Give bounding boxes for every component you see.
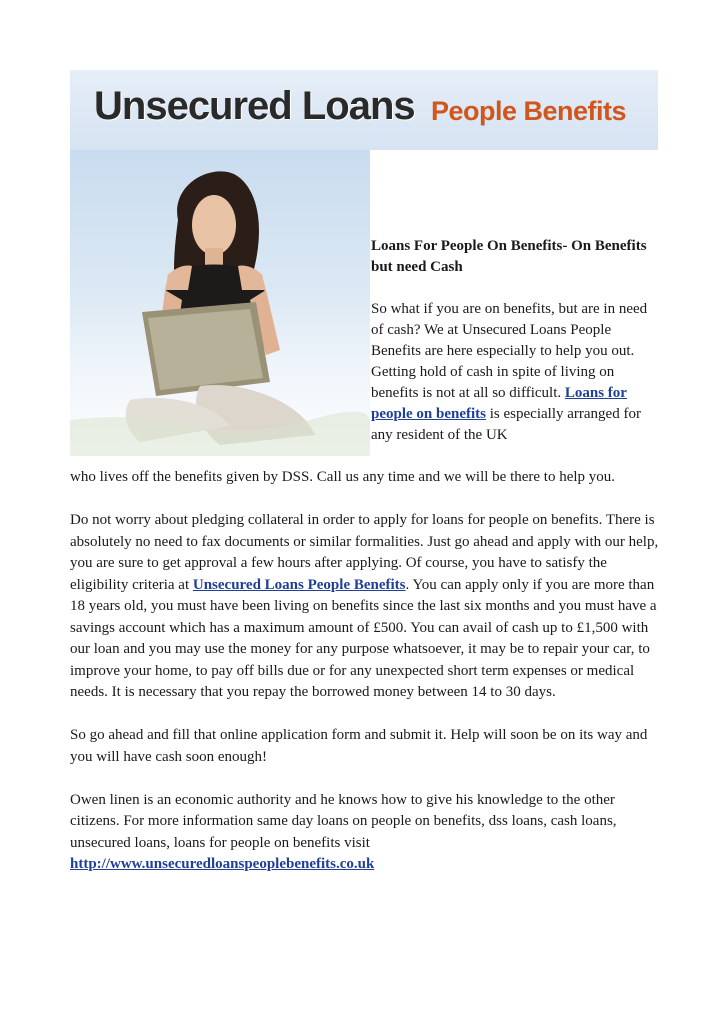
woman-with-laptop-photo xyxy=(70,150,370,456)
intro-text: So what if you are on benefits, but are in need of cash? We at Unsecured Loans People Benefits are here especially to help you out. Getting hold of cash in spite of living on benefits is not at all so difficult. xyxy=(371,301,648,401)
paragraph-apply: So go ahead and fill that online application form and submit it. Help will soon be on its way and you will have cash soon enough! xyxy=(70,727,648,765)
banner-title: Unsecured Loans xyxy=(94,84,415,128)
intro-column xyxy=(371,236,663,446)
intro-continuation: who lives off the benefits given by DSS. Call us any time and we will be there to help you. xyxy=(70,469,616,485)
intro-text-end: is especially arranged for any resident of the UK xyxy=(371,406,641,443)
article-heading: Loans For People On Benefits- On Benefits but need Cash xyxy=(371,238,647,275)
intro-paragraph xyxy=(371,299,663,446)
website-url-link[interactable]: http://www.unsecuredloanspeoplebenefits.co.uk xyxy=(70,856,375,872)
author-text: Owen linen is an economic authority and he knows how to give his knowledge to the other citizens. For more information same day loans on people on benefits, dss loans, cash loans, unsecured loans, loans for people on benefits visit xyxy=(70,791,617,851)
article-body xyxy=(70,467,662,897)
eligibility-text-end: . You can apply only if you are more than 18 years old, you must have been living on benefits since the last six months and you must have a savings account which has a maximum amount of £500. You can avail of cash up to £1,500 with our loan and you may use the money for any purpose whatsoever, it may be to repair your car, to improve your home, to pay off bills due or for any unexpected short term expenses or medical needs. It is necessary that you repay the borrowed money between 14 to 30 days. xyxy=(70,576,657,700)
banner-subtitle: People Benefits xyxy=(431,96,627,126)
eligibility-text: Do not worry about pledging collateral in order to apply for loans for people on benefits. There is absolutely no need to fax documents or similar formalities. Just go ahead and apply with our help, you are sure to get approval a few hours after applying. Of course, you have to satisfy the eligibility criteria at xyxy=(70,512,659,593)
header-banner xyxy=(70,70,658,150)
paragraph-author xyxy=(70,790,662,876)
photo-illustration xyxy=(70,150,370,456)
unsecured-loans-people-benefits-link[interactable]: Unsecured Loans People Benefits xyxy=(192,576,406,593)
paragraph-eligibility xyxy=(70,510,662,704)
loans-for-people-on-benefits-link[interactable]: Loans for people on benefits xyxy=(371,385,627,422)
